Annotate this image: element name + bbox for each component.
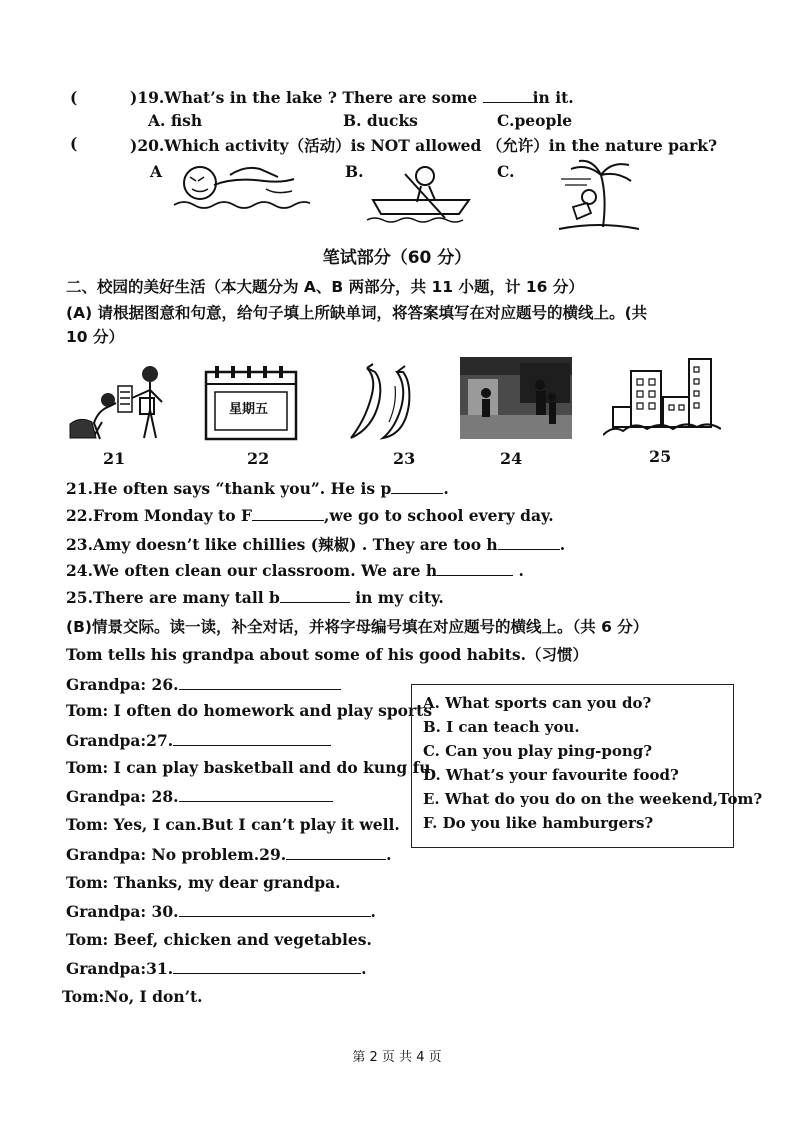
picture-number-25: 25: [649, 447, 672, 466]
reading-under-tree-picture[interactable]: [555, 157, 643, 235]
calendar-weekday-text: 星期五: [229, 402, 269, 417]
dialogue-line-tom-4: Tom: Thanks, my dear grandpa.: [66, 873, 341, 892]
picture-23-chillies[interactable]: [345, 362, 417, 442]
answer-blank-26[interactable]: [179, 675, 341, 690]
q19-paren: (: [70, 88, 78, 107]
dialogue-line-tom-6: Tom:No, I don’t.: [62, 987, 203, 1006]
answer-blank-24[interactable]: [437, 561, 513, 576]
swimmer-picture[interactable]: [170, 155, 310, 215]
answer-blank-21[interactable]: [391, 479, 443, 494]
dialogue-line-tom-3: Tom: Yes, I can.But I can’t play it well.: [66, 815, 400, 834]
picture-number-21: 21: [103, 449, 126, 468]
dialogue-line-26: Grandpa: 26.: [66, 675, 341, 694]
q20-letter-c: C.: [497, 162, 515, 181]
picture-24-cleaning[interactable]: [460, 357, 572, 439]
picture-number-22: 22: [247, 449, 270, 468]
written-section-title: 笔试部分（60 分）: [322, 248, 472, 268]
choice-c: C. Can you play ping-pong?: [423, 742, 653, 760]
q20-paren: (: [70, 134, 78, 153]
q20-stem: )20.Which activity（活动）is NOT allowed （允许）in the nature park?: [130, 136, 718, 155]
answer-blank-22[interactable]: [252, 506, 324, 521]
sentence-23: 23.Amy doesn’t like chillies (辣椒) . They are too h .: [66, 535, 566, 554]
sentence-24: 24.We often clean our classroom. We are h .: [66, 561, 524, 580]
picture-number-23: 23: [393, 449, 416, 468]
choice-a: A. What sports can you do?: [423, 694, 652, 712]
answer-blank-30[interactable]: [179, 902, 371, 917]
choice-b: B. I can teach you.: [423, 718, 580, 736]
dialogue-line-29: Grandpa: No problem.29. .: [66, 845, 392, 864]
q19-option-b: B. ducks: [343, 111, 418, 130]
sentence-25: 25.There are many tall b in my city.: [66, 588, 444, 607]
sentence-22: 22.From Monday to F ,we go to school every day.: [66, 506, 554, 525]
q19-option-a: A. fish: [148, 111, 203, 130]
partA-instruction-line1: (A) 请根据图意和句意，给句子填上所缺单词，将答案填写在对应题号的横线上。(共: [66, 304, 648, 322]
partB-instruction: (B)情景交际。读一读，补全对话，并将字母编号填在对应题号的横线上。（共 6 分）: [66, 618, 649, 636]
dialogue-line-28: Grandpa: 28.: [66, 787, 333, 806]
answer-blank-25[interactable]: [280, 588, 350, 603]
rowing-boat-picture[interactable]: [365, 162, 475, 224]
picture-25-buildings[interactable]: [603, 357, 721, 437]
partB-intro: Tom tells his grandpa about some of his good habits.（习惯）: [66, 645, 589, 664]
page-footer: 第 2 页 共 4 页: [352, 1050, 442, 1065]
q19-stem: )19.What’s in the lake ? There are some in it.: [130, 88, 574, 107]
section2-title: 二、校园的美好生活（本大题分为 A、B 两部分，共 11 小题，计 16 分）: [66, 278, 584, 296]
dialogue-line-tom-1: Tom: I often do homework and play sports: [66, 701, 433, 720]
dialogue-line-tom-2: Tom: I can play basketball and do kung fu.: [66, 758, 436, 777]
dialogue-line-tom-5: Tom: Beef, chicken and vegetables.: [66, 930, 372, 949]
choice-e: E. What do you do on the weekend,Tom?: [423, 790, 763, 808]
q19-answer-blank[interactable]: [483, 88, 533, 103]
partA-instruction-line2: 10 分）: [66, 328, 124, 346]
answer-blank-28[interactable]: [179, 787, 333, 802]
answer-blank-29[interactable]: [286, 845, 386, 860]
dialogue-line-27: Grandpa:27.: [66, 731, 331, 750]
q19-option-c: C.people: [497, 111, 573, 130]
choice-d: D. What’s your favourite food?: [423, 766, 679, 784]
answer-blank-27[interactable]: [173, 731, 331, 746]
choice-f: F. Do you like hamburgers?: [423, 814, 654, 832]
sentence-21: 21.He often says “thank you”. He is p .: [66, 479, 449, 498]
dialogue-line-30: Grandpa: 30. .: [66, 902, 376, 921]
picture-21[interactable]: [68, 362, 180, 442]
q20-letter-a: A: [150, 162, 163, 181]
answer-blank-31[interactable]: [173, 959, 361, 974]
picture-number-24: 24: [500, 449, 523, 468]
answer-blank-23[interactable]: [498, 535, 560, 550]
q20-letter-b: B.: [345, 162, 364, 181]
dialogue-line-31: Grandpa:31. .: [66, 959, 367, 978]
